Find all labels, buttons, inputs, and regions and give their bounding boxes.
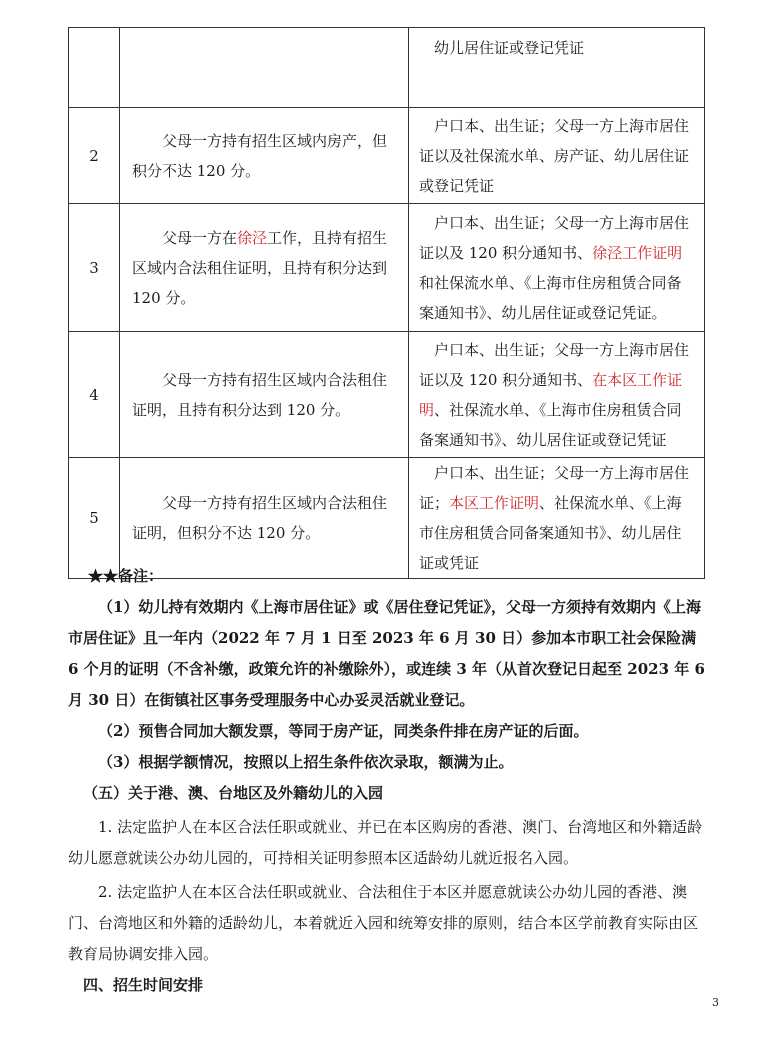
- table-cell-condition: [120, 108, 409, 204]
- row-number: 2: [69, 108, 120, 204]
- documents-text-a: 户口本、出生证；父母一方上海市居住证以及 120 积分通知书、: [419, 340, 690, 389]
- note-3: （3）根据学额情况，按照以上招生条件依次录取，额满为止。: [98, 753, 514, 771]
- documents-highlight: 徐泾工作证明: [592, 243, 683, 262]
- note-2: （2）预售合同加大额发票，等同于房产证，同类条件排在房产证的后面。: [98, 722, 589, 740]
- paragraph-2: 2. 法定监护人在本区合法任职或就业、合法租住于本区并愿意就读公办幼儿园的香港、澳门、台湾地区和外籍的适龄幼儿，本着就近入园和统筹安排的原则，结合本区学前教育实际由区教育局协调安排入园。: [68, 883, 699, 963]
- condition-text: 父母一方持有招生区域内房产，但积分不达 120 分。: [132, 131, 388, 180]
- page-number: 3: [712, 996, 719, 1009]
- table-cell-documents: [409, 332, 705, 458]
- paragraph-1: 1. 法定监护人在本区合法任职或就业、并已在本区购房的香港、澳门、台湾地区和外籍适龄幼儿愿意就读公办幼儿园的，可持相关证明参照本区适龄幼儿就近报名入园。: [68, 818, 703, 867]
- table-cell-documents: [409, 28, 705, 108]
- condition-text: [132, 223, 398, 313]
- documents-text-a: 户口本、出生证；父母一方上海市居住证；: [419, 464, 690, 512]
- documents-text-b: 、社保流水单、《上海市住房租赁合同备案通知书》、幼儿居住证或凭证: [419, 494, 682, 572]
- condition-text-a: 父母一方在: [162, 228, 238, 247]
- notes-section: [68, 561, 708, 1001]
- admission-conditions-table: [68, 27, 705, 579]
- table-cell-num: [69, 28, 120, 108]
- table-cell-condition: [120, 332, 409, 458]
- table-cell-condition: [120, 28, 409, 108]
- condition-text: 父母一方持有招生区域内合法租住证明，但积分不达 120 分。: [132, 494, 388, 542]
- table-row: [69, 332, 705, 458]
- documents-highlight: 在本区工作证明: [419, 370, 683, 419]
- table-cell-documents: [409, 108, 705, 204]
- table-cell-documents: [409, 204, 705, 332]
- note-1: （1）幼儿持有效期内《上海市居住证》或《居住登记凭证》，父母一方须持有效期内《上海市居住证》且一年内（2022 年 7 月 1 日至 2023 年 6 月 30 日）参加本市职工社会保险满 6 个月的证明（不含补缴，政策允许的补缴除外），或连续 3 年（从首次登记日起至 2023 年 6 月 30 日）在街镇社区事务受理服务中心办妥灵活就业登记。: [68, 598, 705, 709]
- condition-text-b: 工作，且持有招生区域内合法租住证明，且持有积分达到 120 分。: [132, 228, 388, 307]
- notes-heading: ★★备注：: [88, 567, 164, 585]
- condition-text: 父母一方持有招生区域内合法租住证明，且持有积分达到 120 分。: [132, 370, 388, 419]
- documents-text-a: 户口本、出生证；父母一方上海市居住证以及 120 积分通知书、: [419, 213, 690, 262]
- table-row: [69, 108, 705, 204]
- table-row: [69, 204, 705, 332]
- section-heading-4: 四、招生时间安排: [83, 976, 204, 994]
- row-number: 3: [69, 204, 120, 332]
- documents-text-b: 和社保流水单、《上海市住房租赁合同备案通知书》、幼儿居住证或登记凭证。: [419, 273, 682, 322]
- condition-highlight: 徐泾: [237, 228, 268, 247]
- documents-text-b: 、社保流水单、《上海市住房租赁合同备案通知书》、幼儿居住证或登记凭证: [419, 400, 682, 449]
- documents-text: 户口本、出生证；父母一方上海市居住证以及社保流水单、房产证、幼儿居住证或登记凭证: [419, 116, 690, 195]
- documents-highlight: 本区工作证明: [449, 494, 540, 512]
- documents-text: [419, 208, 696, 328]
- section-heading-5: （五）关于港、澳、台地区及外籍幼儿的入园: [83, 784, 384, 802]
- documents-text: [419, 335, 696, 455]
- row-number: 5: [69, 458, 120, 579]
- documents-text: [419, 458, 696, 578]
- row-number: 4: [69, 332, 120, 458]
- table-row: [69, 28, 705, 108]
- table-cell-condition: [120, 204, 409, 332]
- documents-text: 幼儿居住证或登记凭证: [434, 39, 585, 57]
